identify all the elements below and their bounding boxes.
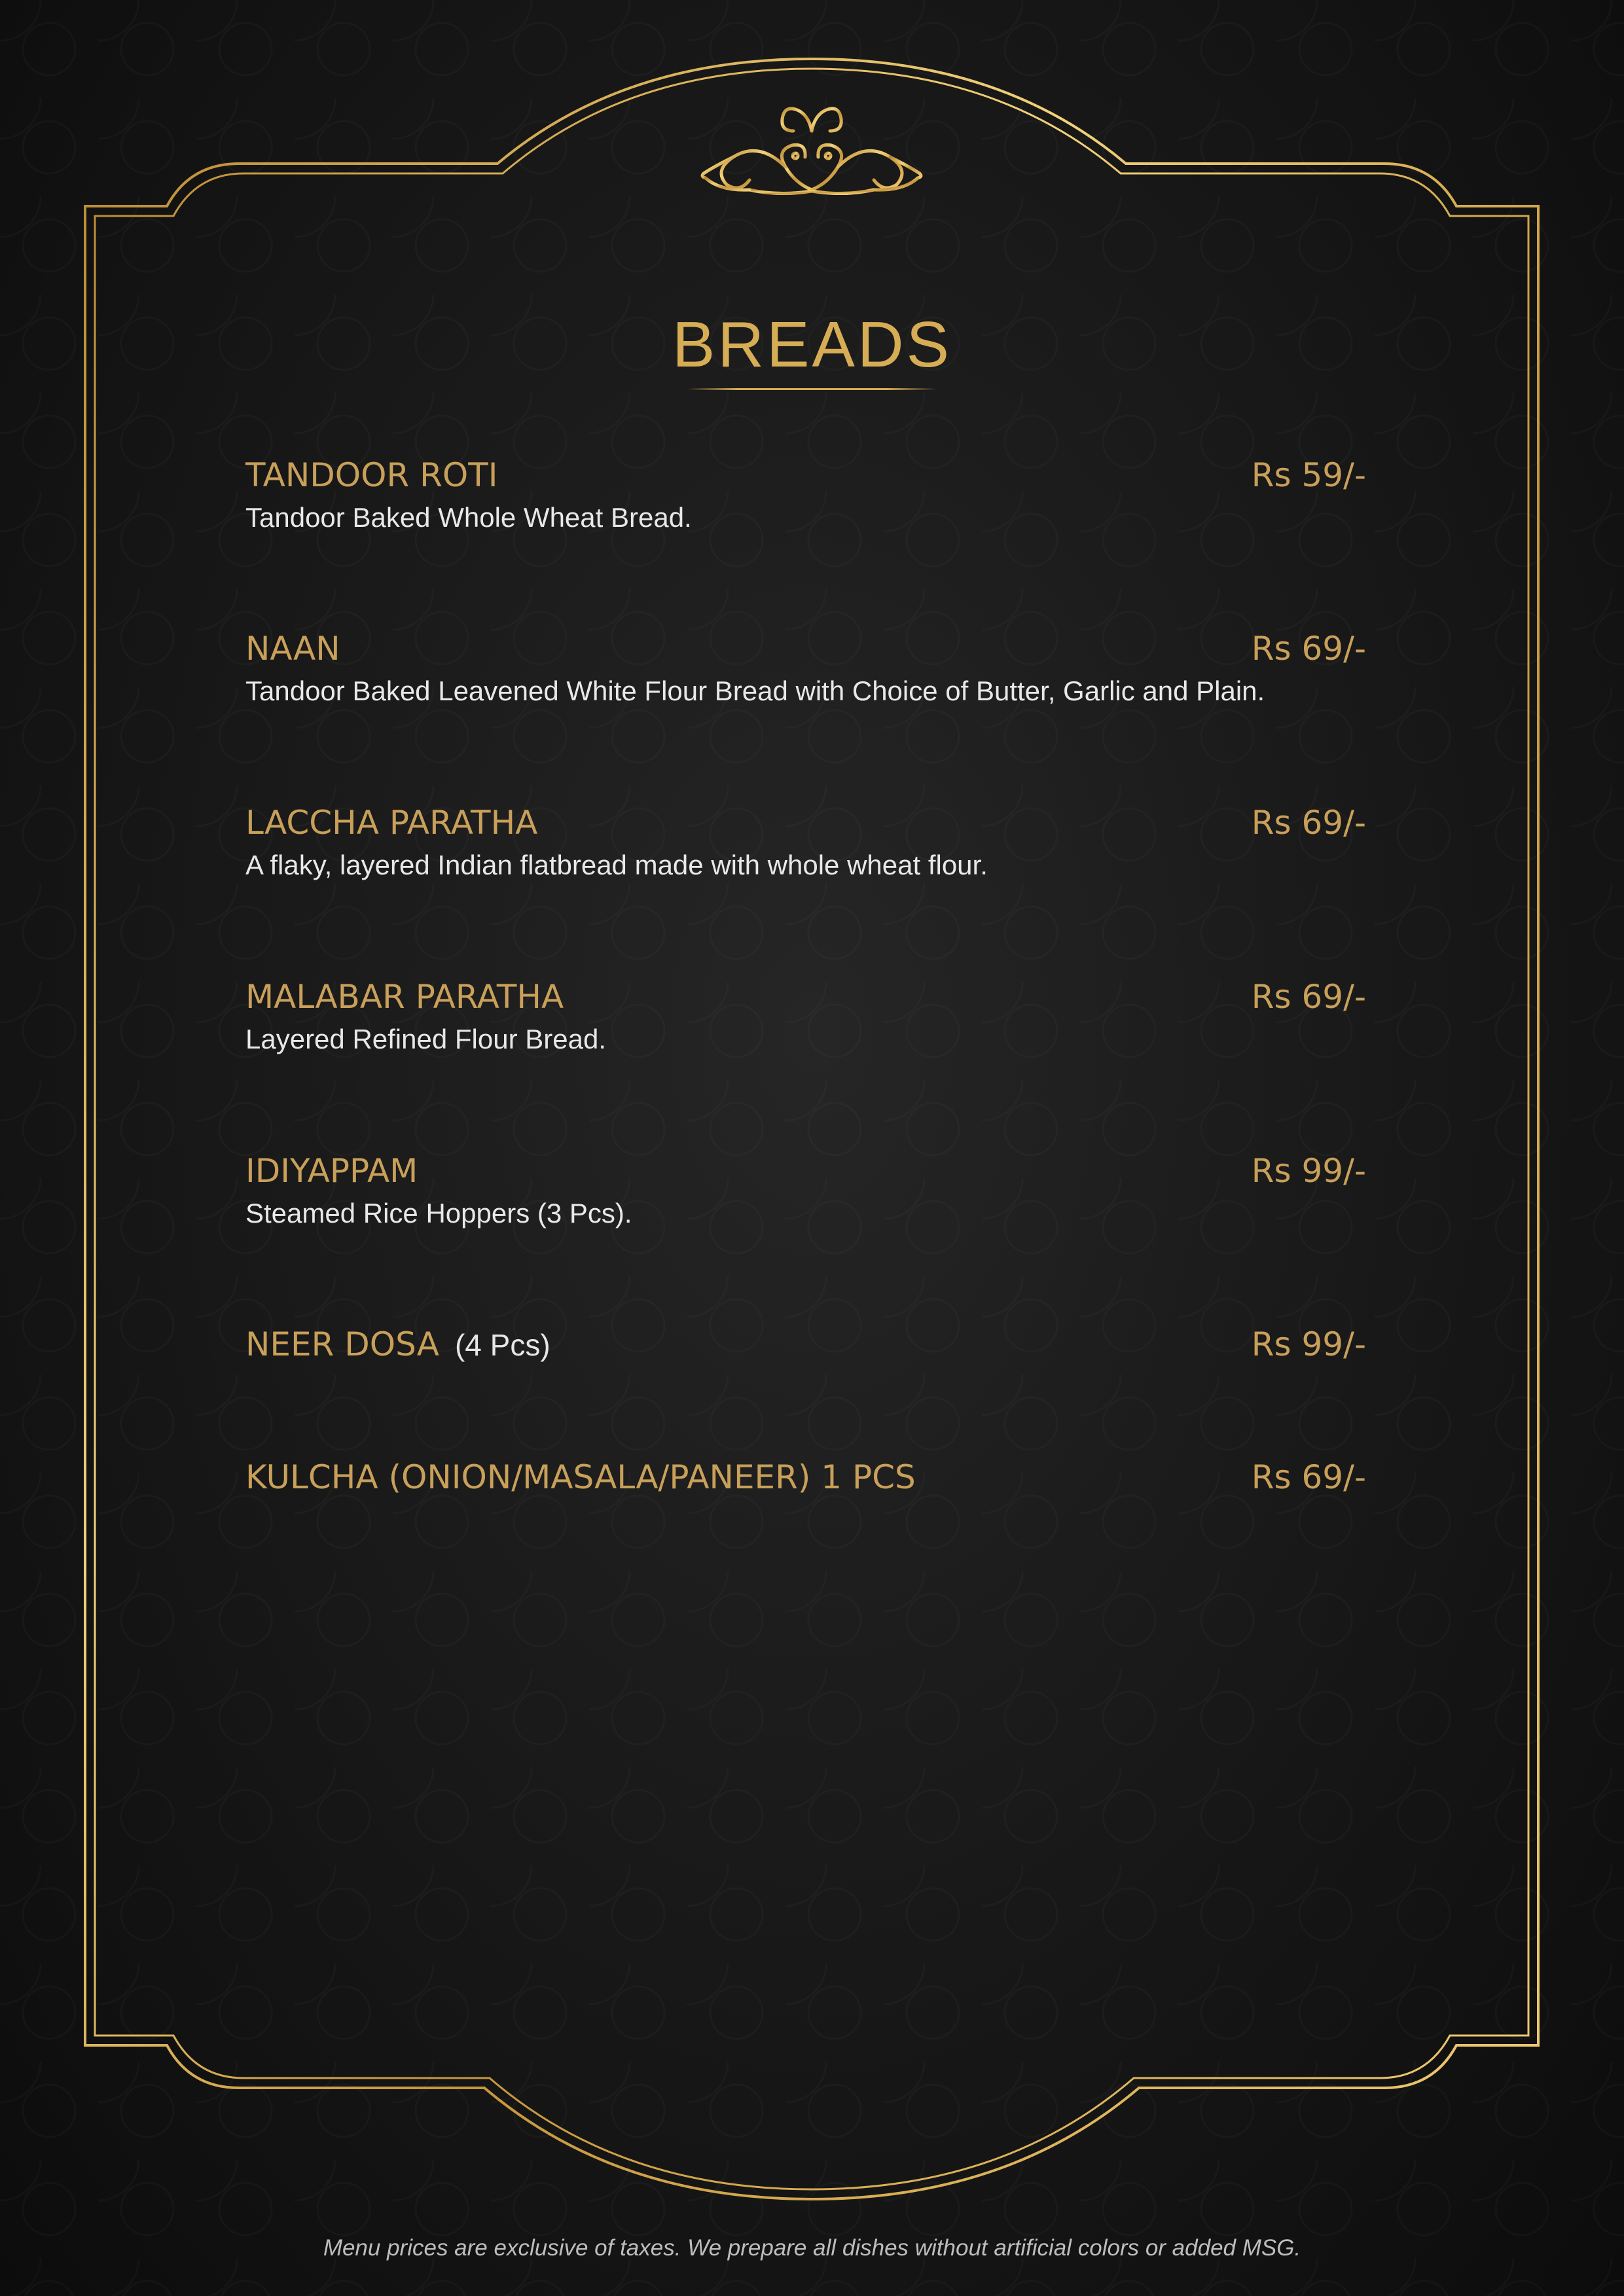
item-name: NAAN — [245, 630, 340, 668]
item-price: Rs 69/- — [1251, 630, 1366, 668]
footer-note: Menu prices are exclusive of taxes. We prepare all dishes without artificial colors or added MSG. — [323, 2235, 1301, 2261]
item-price: Rs 99/- — [1251, 1152, 1366, 1190]
menu-item — [245, 978, 1366, 1055]
item-price: Rs 69/- — [1251, 978, 1366, 1016]
item-description: A flaky, layered Indian flatbread made with whole wheat flour. — [245, 850, 988, 880]
item-name: LACCHA PARATHA — [245, 804, 538, 842]
item-description: Layered Refined Flour Bread. — [245, 1024, 606, 1054]
item-quantity-note: (4 Pcs) — [454, 1328, 550, 1362]
item-description: Tandoor Baked Leavened White Flour Bread with Choice of Butter, Garlic and Plain. — [245, 675, 1265, 706]
menu-item — [245, 630, 1366, 707]
item-description: Steamed Rice Hoppers (3 Pcs). — [245, 1198, 632, 1229]
item-description: Tandoor Baked Whole Wheat Bread. — [245, 502, 692, 533]
menu-item — [245, 804, 1366, 881]
item-name-text: NEER DOSA — [245, 1325, 439, 1363]
menu-title: BREADS — [672, 308, 952, 380]
menu-item — [245, 1152, 1366, 1229]
menu-item — [245, 1458, 1366, 1498]
item-name — [245, 1325, 550, 1363]
item-name: MALABAR PARATHA — [245, 978, 564, 1016]
item-price: Rs 69/- — [1251, 1458, 1366, 1496]
item-name: IDIYAPPAM — [245, 1152, 418, 1190]
flourish-ornament-icon — [702, 109, 921, 194]
item-price: Rs 59/- — [1251, 456, 1366, 494]
title-divider — [687, 388, 937, 390]
item-price: Rs 69/- — [1251, 804, 1366, 842]
menu-item — [245, 456, 1366, 533]
item-name: TANDOOR ROTI — [245, 456, 498, 494]
menu-item — [245, 1325, 1366, 1365]
item-price: Rs 99/- — [1251, 1325, 1366, 1363]
item-name: KULCHA (ONION/MASALA/PANEER) 1 PCS — [245, 1458, 916, 1496]
